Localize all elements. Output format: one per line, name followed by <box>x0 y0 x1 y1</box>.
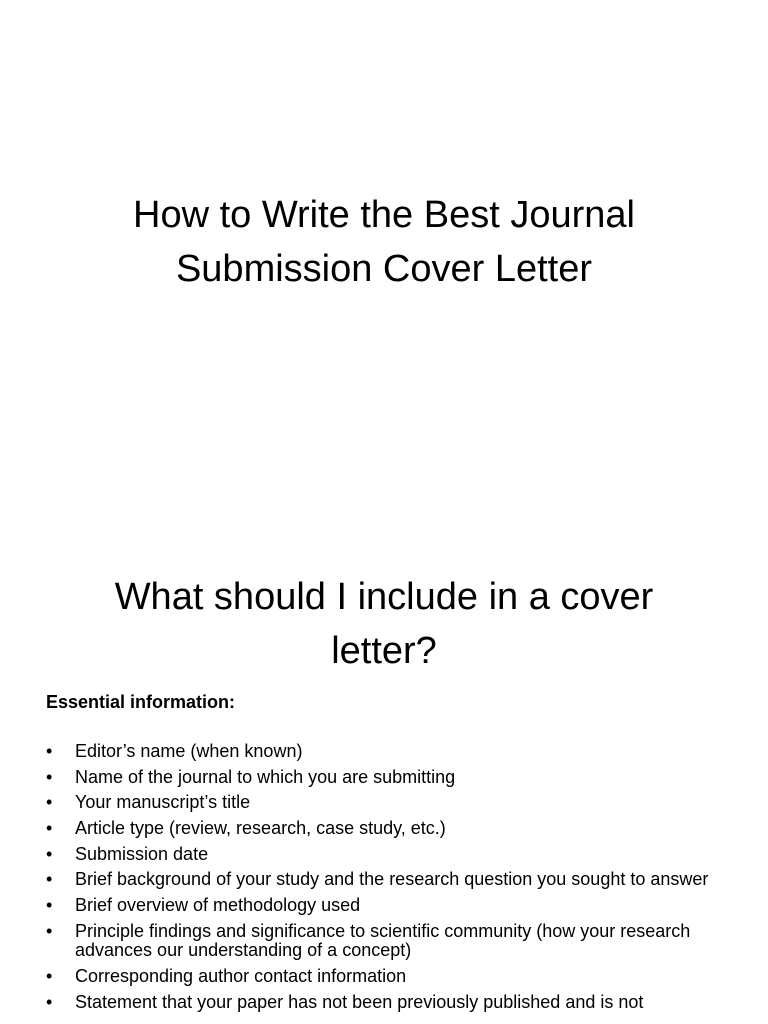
list-item-text: Submission date <box>75 843 209 864</box>
list-item <box>46 793 726 813</box>
list-item <box>46 922 726 961</box>
bullet-icon: • <box>46 766 53 787</box>
slide-1-title-line-2: Submission Cover Letter <box>175 248 593 290</box>
slide-2-title-line-1: What should I include in a cover <box>114 576 654 618</box>
list-item <box>46 768 726 788</box>
list-item <box>46 870 726 890</box>
bullet-icon: • <box>46 920 53 941</box>
slide-1-title <box>40 188 728 296</box>
list-item <box>46 819 726 839</box>
list-item <box>46 896 726 916</box>
list-item-text: Your manuscript’s title <box>75 792 251 813</box>
list-item-text: Editor’s name (when known) <box>75 741 303 761</box>
list-item-text: Article type (review, research, case study, etc.) <box>75 818 446 839</box>
bullet-icon: • <box>46 818 53 839</box>
list-item-text: Principle findings and significance to scientific community (how your research advances our understanding of a concept) <box>75 920 691 961</box>
bullet-icon: • <box>46 741 53 761</box>
bullet-icon: • <box>46 991 53 1012</box>
list-item-text: Name of the journal to which you are submitting <box>75 766 456 787</box>
list-item <box>46 993 726 1013</box>
list-item-text: Brief overview of methodology used <box>75 895 361 916</box>
bullet-icon: • <box>46 792 53 813</box>
list-item-text: Brief background of your study and the research question you sought to answer <box>75 869 709 890</box>
bullet-icon: • <box>46 843 53 864</box>
slide-1-title-line-1: How to Write the Best Journal <box>133 194 635 236</box>
slide-2-title-line-2: letter? <box>331 630 437 672</box>
essential-information-label: Essential information: <box>46 692 236 712</box>
list-item <box>46 967 726 987</box>
slide-2-title <box>40 570 728 678</box>
list-item-text: Corresponding author contact information <box>75 966 407 986</box>
essential-information-list <box>46 742 726 1018</box>
list-item <box>46 845 726 865</box>
list-item <box>46 742 726 762</box>
list-item-text: Statement that your paper has not been previously published and is not <box>75 991 644 1012</box>
bullet-icon: • <box>46 966 53 986</box>
bullet-icon: • <box>46 869 53 890</box>
bullet-icon: • <box>46 895 53 916</box>
